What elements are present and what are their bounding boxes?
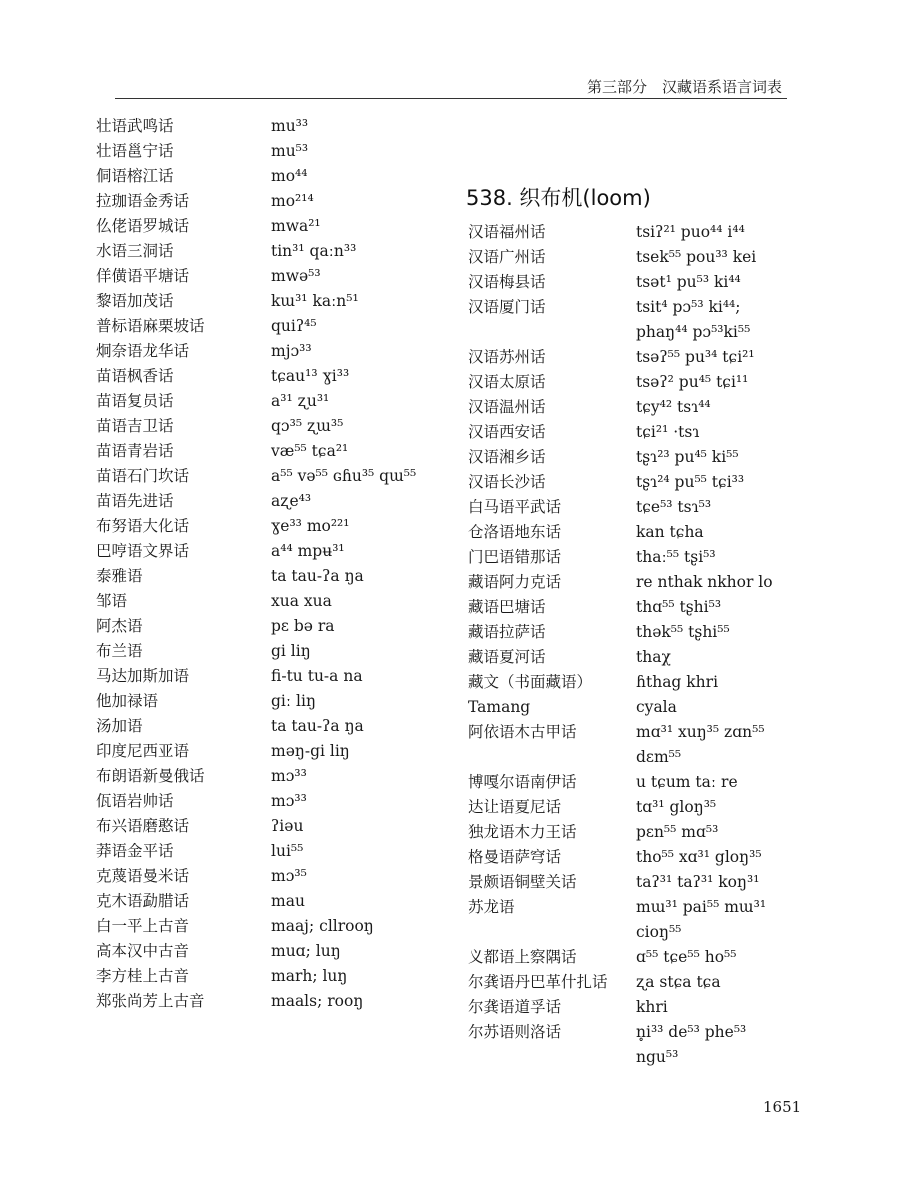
word-form: ʔiəu (271, 817, 304, 835)
language-name: 汉语长沙话 (468, 473, 546, 491)
word-form: re nthak nkhor lo (636, 573, 773, 591)
word-form: tɕau¹³ ɣi³³ (271, 367, 350, 385)
word-form: muɑ; luŋ (271, 942, 341, 960)
language-name: 格曼语萨穹话 (468, 848, 562, 866)
language-name: 景颇语铜壁关话 (468, 873, 577, 891)
language-name: 拉珈语金秀话 (96, 192, 190, 210)
language-name: 侗语榕江话 (96, 167, 174, 185)
word-form: mɔ³³ (271, 792, 307, 810)
language-name: 莽语金平话 (96, 842, 174, 860)
word-form: marh; luŋ (271, 967, 348, 985)
word-form: ɣe³³ mo²²¹ (271, 517, 350, 535)
word-form: tsəʔ² pu⁴⁵ tɕi¹¹ (636, 373, 749, 391)
word-form: thaː⁵⁵ tʂi⁵³ (636, 548, 716, 566)
language-name: 他加禄语 (96, 692, 159, 710)
language-name: 汉语梅县话 (468, 273, 546, 291)
word-form: aʐe⁴³ (271, 492, 312, 510)
language-name: 苗语枫香话 (96, 367, 174, 385)
word-form: mo⁴⁴ (271, 167, 308, 185)
word-form: mo²¹⁴ (271, 192, 314, 210)
language-name: 达让语夏尼话 (468, 798, 562, 816)
language-name: 仫佬语罗城话 (96, 217, 190, 235)
language-name: 佯僙语平塘话 (96, 267, 190, 285)
word-form: mjɔ³³ (271, 342, 312, 360)
language-name: 汉语西安话 (468, 423, 546, 441)
language-name: 巴哼语文界话 (96, 542, 190, 560)
language-name: 汉语苏州话 (468, 348, 546, 366)
language-name: 尔龚语丹巴革什扎话 (468, 973, 608, 991)
word-form: tɕe⁵³ tsɿ⁵³ (636, 498, 712, 516)
language-name: 黎语加茂话 (96, 292, 174, 310)
word-form: taʔ³¹ taʔ³¹ koŋ³¹ (636, 873, 760, 891)
language-name: 苗语复员话 (96, 392, 174, 410)
language-name: 苏龙语 (468, 898, 515, 916)
language-name: 白一平上古音 (96, 917, 190, 935)
language-name: 李方桂上古音 (96, 967, 190, 985)
word-form: tɕy⁴² tsɿ⁴⁴ (636, 398, 711, 416)
word-form: tsiʔ²¹ puo⁴⁴ i⁴⁴ (636, 223, 745, 241)
word-form: lui⁵⁵ (271, 842, 304, 860)
language-name: 郑张尚芳上古音 (96, 992, 205, 1010)
language-name: 汉语厦门话 (468, 298, 546, 316)
language-name: 汤加语 (96, 717, 143, 735)
language-name: 布努语大化话 (96, 517, 190, 535)
word-form: mwa²¹ (271, 217, 321, 235)
language-name: 苗语青岩话 (96, 442, 174, 460)
language-name: 邹语 (96, 592, 128, 610)
language-name: 藏语拉萨话 (468, 623, 546, 641)
word-form: pɛn⁵⁵ mɑ⁵³ (636, 823, 719, 841)
language-name: 泰雅语 (96, 567, 143, 585)
word-form: a³¹ ʐu³¹ (271, 392, 330, 410)
word-form: mɔ³³ (271, 767, 307, 785)
word-form: tsit⁴ pɔ⁵³ ki⁴⁴; (636, 298, 741, 316)
word-form: tho⁵⁵ xɑ³¹ gloŋ³⁵ (636, 848, 762, 866)
word-form: tsəʔ⁵⁵ pu³⁴ tɕi²¹ (636, 348, 755, 366)
running-head: 第三部分 汉藏语系语言词表 (586, 78, 782, 96)
word-form: mu⁵³ (271, 142, 309, 160)
language-name: 高本汉中古音 (96, 942, 190, 960)
language-name: 炯奈语龙华话 (96, 342, 190, 360)
word-form: tsət¹ pu⁵³ ki⁴⁴ (636, 273, 741, 291)
word-form: pɛ bə ra (271, 617, 335, 635)
language-name: 印度尼西亚语 (96, 742, 190, 760)
word-form: məŋ-gi liŋ (271, 742, 350, 760)
language-name: 马达加斯加语 (96, 667, 190, 685)
word-form: mwə⁵³ (271, 267, 321, 285)
language-name: 苗语吉卫话 (96, 417, 174, 435)
language-name: 汉语湘乡话 (468, 448, 546, 466)
word-form: væ⁵⁵ tɕa²¹ (271, 442, 349, 460)
word-form: mɑ³¹ xuŋ³⁵ zɑn⁵⁵ (636, 723, 765, 741)
word-form: ɑ⁵⁵ tɕe⁵⁵ ho⁵⁵ (636, 948, 737, 966)
word-form: thɑ⁵⁵ tʂhi⁵³ (636, 598, 722, 616)
language-name: 苗语先进话 (96, 492, 174, 510)
language-name: 壮语武鸣话 (96, 117, 174, 135)
word-form: gi liŋ (271, 642, 311, 660)
word-form: mau (271, 892, 305, 910)
word-form: fi-tu tu-a na (271, 667, 363, 685)
word-form: tsek⁵⁵ pou³³ kei (636, 248, 757, 266)
section-title: 538. 织布机(loom) (466, 186, 651, 210)
language-name: 藏语阿力克话 (468, 573, 562, 591)
word-form: giː liŋ (271, 692, 316, 710)
word-form: ngu⁵³ (636, 1048, 679, 1066)
word-form: qɔ³⁵ ʐɯ³⁵ (271, 417, 344, 435)
language-name: 藏文（书面藏语） (468, 673, 593, 691)
language-name: 阿依语木古甲话 (468, 723, 577, 741)
language-name: 壮语邕宁话 (96, 142, 174, 160)
word-form: thək⁵⁵ tʂhi⁵⁵ (636, 623, 730, 641)
word-form: dɛm⁵⁵ (636, 748, 682, 766)
language-name: 博嘎尔语南伊话 (468, 773, 577, 791)
language-name: 克木语勐腊话 (96, 892, 190, 910)
language-name: 汉语福州话 (468, 223, 546, 241)
language-name: 汉语广州话 (468, 248, 546, 266)
language-name: 布兰语 (96, 642, 143, 660)
language-name: 苗语石门坎话 (96, 467, 190, 485)
word-form: tʂɿ²⁴ pu⁵⁵ tɕi³³ (636, 473, 745, 491)
word-form: tʂɿ²³ pu⁴⁵ ki⁵⁵ (636, 448, 739, 466)
header-rule (115, 98, 787, 99)
language-name: Tamang (468, 698, 531, 716)
word-form: cyala (636, 698, 677, 716)
word-form: thaχ (636, 648, 671, 666)
language-name: 独龙语木力王话 (468, 823, 577, 841)
language-name: 布朗语新曼俄话 (96, 767, 205, 785)
language-name: 仓洛语地东话 (468, 523, 562, 541)
language-name: 尔龚语道孚话 (468, 998, 562, 1016)
language-name: 白马语平武话 (468, 498, 562, 516)
word-form: tɑ³¹ gloŋ³⁵ (636, 798, 717, 816)
word-form: cioŋ⁵⁵ (636, 923, 682, 941)
language-name: 汉语温州话 (468, 398, 546, 416)
language-name: 门巴语错那话 (468, 548, 562, 566)
word-form: mu³³ (271, 117, 309, 135)
word-form: a⁵⁵ və⁵⁵ ɢɦu³⁵ qɯ⁵⁵ (271, 467, 417, 485)
language-name: 藏语巴塘话 (468, 598, 546, 616)
word-form: ɦthag khri (636, 673, 719, 691)
word-form: u tɕum taː re (636, 773, 738, 791)
word-form: a⁴⁴ mpʉ³¹ (271, 542, 345, 560)
word-form: ta tau-ʔa ŋa (271, 567, 364, 585)
word-form: phaŋ⁴⁴ pɔ⁵³ki⁵⁵ (636, 323, 751, 341)
word-form: ta tau-ʔa ŋa (271, 717, 364, 735)
language-name: 布兴语磨憨话 (96, 817, 190, 835)
word-form: n̥i³³ de⁵³ phe⁵³ (636, 1023, 747, 1041)
page-number: 1651 (763, 1098, 802, 1116)
word-form: tɕi²¹ ·tsɿ (636, 423, 700, 441)
word-form: kɯ³¹ kaːn⁵¹ (271, 292, 359, 310)
word-form: kan tɕha (636, 523, 704, 541)
language-name: 普标语麻栗坡话 (96, 317, 205, 335)
language-name: 克蔑语曼米话 (96, 867, 190, 885)
language-name: 义都语上察隅话 (468, 948, 577, 966)
word-form: xua xua (271, 592, 332, 610)
language-name: 藏语夏河话 (468, 648, 546, 666)
language-name: 尔苏语则洛话 (468, 1023, 562, 1041)
language-name: 水语三洞话 (96, 242, 174, 260)
word-form: mɯ³¹ pai⁵⁵ mɯ³¹ (636, 898, 767, 916)
word-form: khri (636, 998, 668, 1016)
word-form: tin³¹ qaːn³³ (271, 242, 357, 260)
word-form: mɔ³⁵ (271, 867, 307, 885)
word-form: ʐa stɕa tɕa (636, 973, 721, 991)
language-name: 阿杰语 (96, 617, 143, 635)
word-form: maaj; cllrooŋ (271, 917, 374, 935)
language-name: 汉语太原话 (468, 373, 546, 391)
word-form: maals; rooŋ (271, 992, 364, 1010)
language-name: 佤语岩帅话 (96, 792, 174, 810)
word-form: quiʔ⁴⁵ (271, 317, 317, 335)
